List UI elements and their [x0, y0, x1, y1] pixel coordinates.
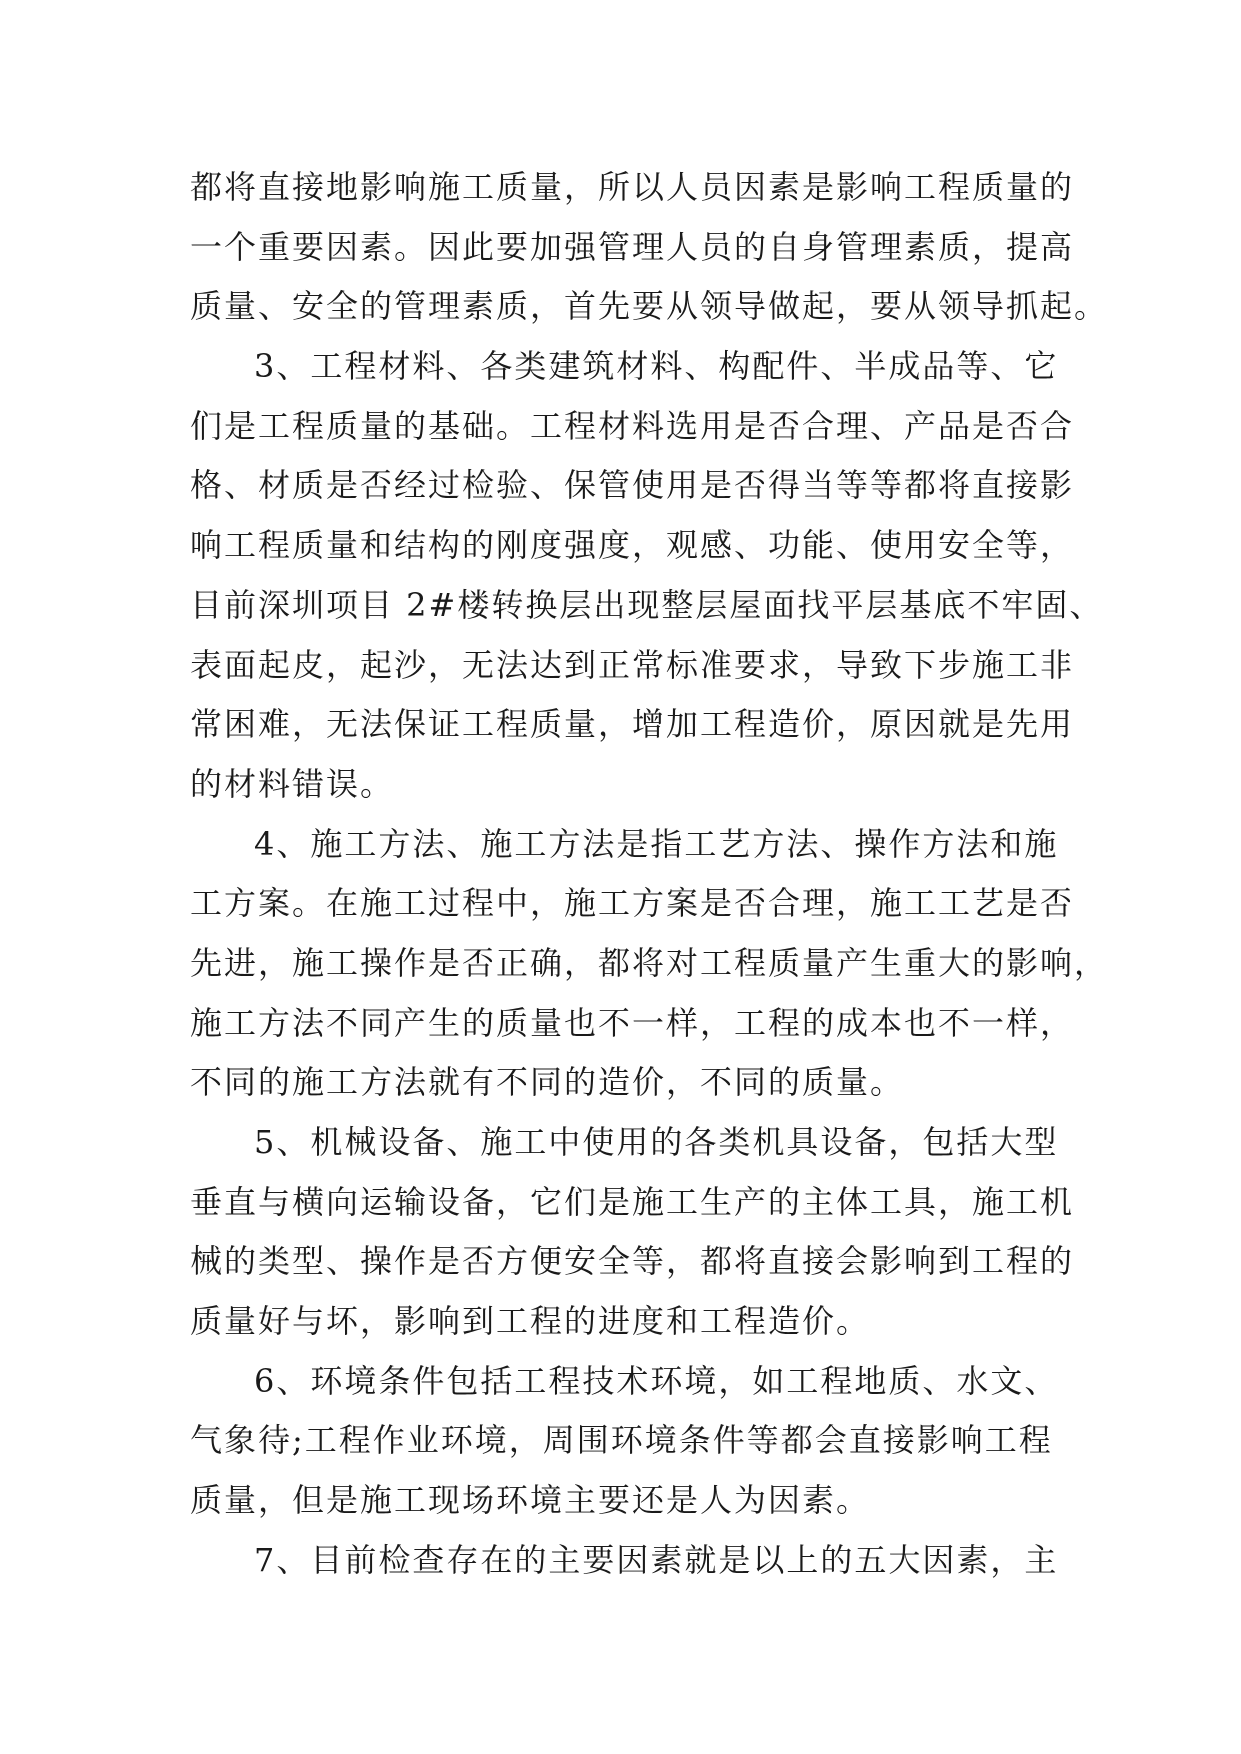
- text-line: 施工方法不同产生的质量也不一样，工程的成本也不一样，: [190, 1003, 1075, 1042]
- paragraph-3-start: 3、工程材料、各类建筑材料、构配件、半成品等、它: [254, 347, 1059, 386]
- text-line: 常困难，无法保证工程质量，增加工程造价，原因就是先用: [190, 705, 1075, 744]
- text-line: 不同的施工方法就有不同的造价，不同的质量。: [190, 1063, 905, 1102]
- text-line: 工方案。在施工过程中，施工方案是否合理，施工工艺是否: [190, 884, 1075, 923]
- text-line: 格、材质是否经过检验、保管使用是否得当等等都将直接影: [190, 466, 1075, 505]
- text-line: 质量好与坏，影响到工程的进度和工程造价。: [190, 1302, 871, 1341]
- text-line: 响工程质量和结构的刚度强度，观感、功能、使用安全等，: [190, 526, 1075, 565]
- text-line: 先进，施工操作是否正确，都将对工程质量产生重大的影响，: [190, 943, 1109, 982]
- text-line: 质量、安全的管理素质，首先要从领导做起，要从领导抓起。: [190, 287, 1109, 326]
- text-line: 一个重要因素。因此要加强管理人员的自身管理素质，提高: [190, 227, 1075, 266]
- text-line: 械的类型、操作是否方便安全等，都将直接会影响到工程的: [190, 1242, 1075, 1281]
- text-line: 的材料错误。: [190, 764, 395, 803]
- paragraph-7-start: 7、目前检查存在的主要因素就是以上的五大因素，主: [254, 1540, 1059, 1579]
- text-line: 表面起皮，起沙，无法达到正常标准要求，导致下步施工非: [190, 645, 1075, 684]
- text-line: 垂直与横向运输设备，它们是施工生产的主体工具，施工机: [190, 1182, 1075, 1221]
- text-line: 质量，但是施工现场环境主要还是人为因素。: [190, 1481, 871, 1520]
- paragraph-5-start: 5、机械设备、施工中使用的各类机具设备，包括大型: [254, 1123, 1059, 1161]
- text-line: 们是工程质量的基础。工程材料选用是否合理、产品是否合: [190, 406, 1075, 445]
- text-line: 气象待;工程作业环境，周围环境条件等都会直接影响工程: [190, 1421, 1053, 1460]
- text-line: 都将直接地影响施工质量，所以人员因素是影响工程质量的: [190, 168, 1075, 206]
- text-line: 目前深圳项目 2#楼转换层出现整层屋面找平层基底不牢固、: [190, 585, 1104, 624]
- paragraph-6-start: 6、环境条件包括工程技术环境，如工程地质、水文、: [254, 1361, 1059, 1400]
- body-text: [190, 158, 1109, 1591]
- paragraph-4-start: 4、施工方法、施工方法是指工艺方法、操作方法和施: [254, 824, 1059, 863]
